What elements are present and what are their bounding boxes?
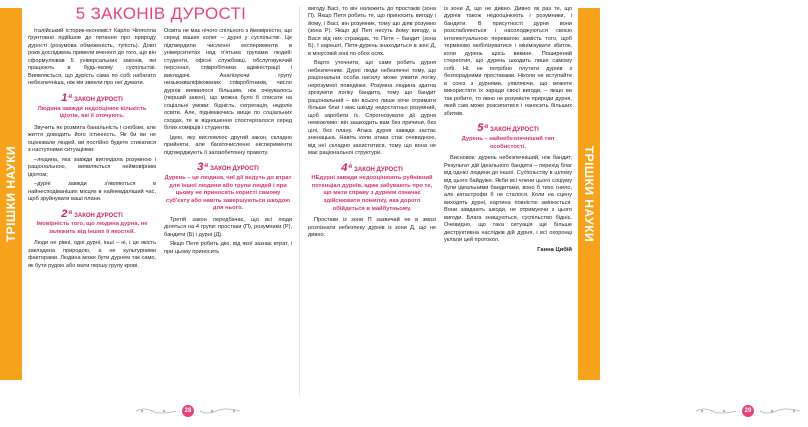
side-tab-right — [578, 8, 600, 380]
law-2-heading: ЗАКОН ДУРОСТІ — [74, 212, 123, 219]
column-1 — [28, 28, 156, 272]
law-3-number: 3 — [197, 161, 204, 174]
paragraph: Варто уточнити, що саме робить дурня небезпечним. Дурні люди небезпечні тому, що раціональна особа насилу може уявити логіку нерозумної поведінки. Розумна людина здатна зрозуміти логіку бандита, тому що бандит раціональний – він всього лише хоче отримати більше благ і має шкоду недостатньо розумний, щоб заробити їх. Спрогнозувати дії дурня неможливо: він зашкодить вам без причини, без цілі, без плану. Атака дурня завжди застає зненацька. Навіть коли атака стає очевидною, від неї складно захиститися, тому що вона не має раціональної структури. — [308, 60, 436, 157]
law-5 — [444, 121, 572, 151]
column-4 — [444, 6, 572, 255]
law-5-suffix: -й — [483, 124, 489, 131]
paragraph: Звучить як розмита банальність і снобізм, але життя доводить його істинність. Як би ви не оцінювали людей, ви постійно будете стикатися з наступними ситуаціями: — [28, 124, 156, 154]
paragraph: Простаки із зони П зазвичай не в змозі розпізнати небезпеку дурнів із зони Д, що не дивно. — [308, 217, 436, 239]
law-1-heading: ЗАКОН ДУРОСТІ — [74, 96, 123, 103]
intro-paragraph: Італійський історик-економіст Карло Чіпполла ґрунтовно підійшов до питання про природу дурості (розумова обмеженість, тупість). Довгі роки досліджень привели вченого до того, що він сформулював 5 універсальних законів, які працюють в будь-якому суспільстві. Виявляється, що дурість сама по собі набагато небезпечніша, ніж ми звикли про неї думати. — [28, 28, 156, 87]
paragraph: –людина, яка завжди виглядала розумною і раціональною, виявляється неймовірним ідіотом; — [28, 156, 156, 178]
law-1-number: 1 — [61, 91, 68, 104]
law-2-number: 2 — [61, 207, 68, 220]
law-4-heading: ЗАКОН ДУРОСТІ — [354, 166, 403, 173]
paragraph: Ідею, яку висловлює другий закон, складно прийняти, але багаточисленні експерименти підтверджують її залізобетонну правоту. — [164, 134, 292, 156]
side-tab-left — [0, 8, 22, 380]
page-gutter — [299, 6, 300, 396]
page-number-right: 29 — [742, 405, 754, 417]
flourish-icon — [134, 407, 178, 415]
paragraph: Якщо Петя робить дію, від якої зазнає втрат, і при цьому приносить — [164, 241, 292, 255]
law-5-text: Дурень – найнебезпечніший тип особистості. — [461, 136, 555, 150]
flourish-icon — [694, 407, 738, 415]
paragraph: із зони Д, що не дивно. Дивно як раз те, що дурнів також недооцінюють і розумники, і бандити. В присутності дурня вони розслабляються і насолоджуються своєю інтелектуальною перевагою замість того, щоб терміново мобілізуватися і мінімізувати збиток, коли дурень щось викине. Поширений стереотип, що дурень шкодить лише самому собі. Ні, не потрібно плутати дурнів з безпорадними простаками. Ніколи не вступайте в союз з дурнями, уявляючи, що можете використати їх заради своєї вигоди, – якщо ви так робите, то явно не розумієте природи дурня, який сам може розсипатися і наносить більших збитків. — [444, 6, 572, 117]
column-2 — [164, 28, 292, 258]
law-4-text: НЕдурні завжди недооцінюють руйнівний потенціал дурнів, адже забувають про те, що мати справу з дурнем означає здійснювати помилку, яка дорого обійдеться в майбутньому. — [311, 175, 433, 212]
law-5-number: 5 — [477, 122, 484, 135]
paragraph: –дурні завжди з'являються в найнесподіваніших місцях в найневдаліший час, щоб зруйнувати ваші плани. — [28, 181, 156, 203]
law-2 — [28, 207, 156, 237]
law-5-heading: ЗАКОН ДУРОСТІ — [490, 127, 539, 134]
law-4 — [308, 161, 436, 213]
law-1-text: Людина завжди недооцінює кількість ідіотів, які її оточують. — [37, 105, 147, 120]
law-3-heading: ЗАКОН ДУРОСТІ — [210, 166, 259, 173]
law-3 — [164, 160, 292, 212]
law-3-text: Дурень – це людина, чиї дії ведуть до втрат для іншої людини або групи людей і при цьому не приносять користі самому суб'єкту або навіть завершуються шкодою для нього. — [164, 174, 292, 212]
author-name: Ганна Цибій — [537, 246, 572, 253]
paragraph: Висновок: дурень небезпечніший, ніж бандит. Результат дій ідеального бандита – перехід благ від однієї людини до іншої. Суспільству в цілому від цього байдуже. Якби всі члени цього соціуму були ідеальними бандитами, воно б тихо гнило, але катастрофи б не сталося. Коли на сцену виходять дурні, картина повністю змінюється. Вони завдають шкоди, не отримуючи з цього вигоди. Блага знищуються, суспільство бідніє. Очевидно, що така ситуація ще більше деструктивна наслідків дій дурня, і всі охоронці уклали цей протокол. — [444, 155, 572, 244]
footer-right — [688, 404, 808, 418]
law-4-suffix: -й — [347, 163, 353, 170]
side-tab-right-label: ТРІШКИ НАУКИ — [582, 145, 596, 243]
paragraph: вигоду Васі, то він належить до простаків (зона П). Якщо Петя робить те, що приносить вигоду і йому, і Васі, він розумник, тому що діяв розумно (зона Р). Якщо дії Петі несуть йому вигоду, а Вася від них страждає, то Петя – бандит (зона Б). І нарешті, Петя-дурень знаходиться в зоні Д, в мінусовій зоні по обох осях. — [308, 6, 436, 57]
paragraph: Третій закон передбачає, що всі люди діляться на 4 групи: простаки (П), розумники (Р), бандити (Б) і дурні (Д). — [164, 216, 292, 238]
law-1 — [28, 91, 156, 121]
side-tab-left-label: ТРІШКИ НАУКИ — [4, 145, 18, 243]
left-page — [28, 0, 294, 427]
law-2-text: Імовірність того, що людина дурна, не залежить від інших її якостей. — [36, 221, 148, 235]
flourish-icon — [198, 407, 242, 415]
column-3 — [308, 6, 436, 242]
page-number-left: 28 — [182, 405, 194, 417]
law-1-suffix: -й — [67, 93, 73, 100]
paragraph: Освіта не має нічого спільного з ймовірністю, що серед ваших колег – дурні у суспільстві. Це підтвердили численні експерименти в університетах над п'ятьма групами людей: студенти, офісні службовці, обслуговуючий персонал, співробітники адміністрації і викладачі. Аналізуючи групу низькокваліфікованих співробітників, число дурнів виявилося більшим, ніж очікувалось (перший закон), що можна було б списати на соціальні умови: бідність, сегрегація, недолік освіти. Але, піднімаючись вище по соціальних сходах, те ж відношення спостерігалося серед білих комірців і студентів. — [164, 28, 292, 132]
law-3-suffix: -й — [203, 163, 209, 170]
flourish-icon — [758, 407, 802, 415]
law-2-suffix: -й — [67, 209, 73, 216]
article-title: 5 ЗАКОНІВ ДУРОСТІ — [75, 4, 247, 23]
paragraph: Люди не рівні, одні дурні, інші – ні, і це якість закладена природою, а не культурними факторами. Людина може бути дурнем так само, як бути рудою або мати першу групу крові. — [28, 240, 156, 269]
footer-left — [128, 404, 248, 418]
law-4-number: 4 — [341, 161, 348, 174]
